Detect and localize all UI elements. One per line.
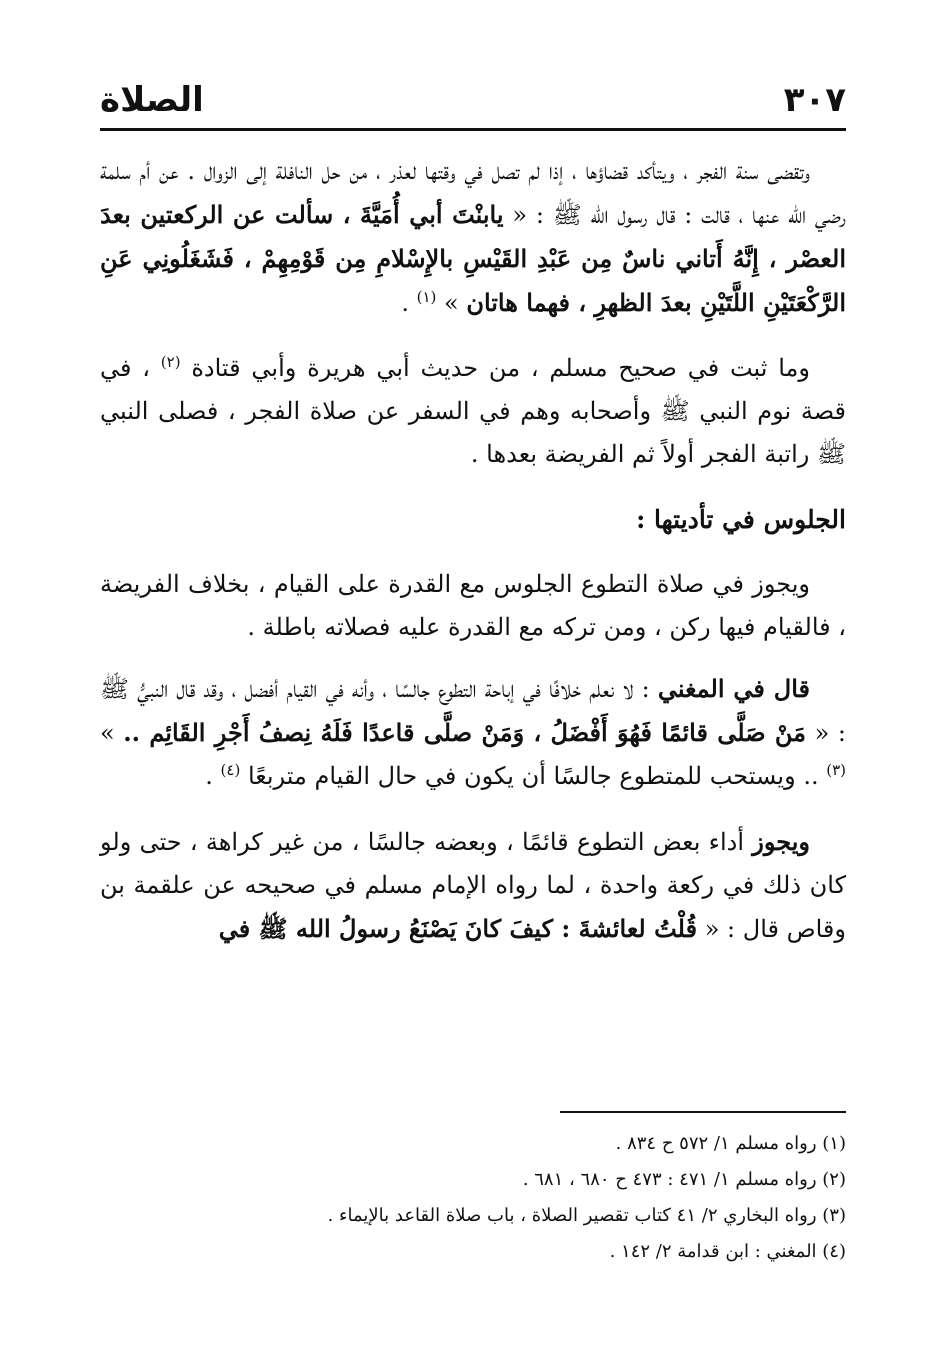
paragraph-text: وما ثبت في صحيح مسلم ، من حديث أبي هريرة وأبي قتادة bbox=[180, 354, 810, 382]
paragraph-mughni bbox=[100, 667, 846, 798]
paragraph-text: .. ويستحب للمتطوع جالسًا أن يكون في حال القيام متربعًا bbox=[240, 762, 827, 790]
footnote-ref: (٣) bbox=[826, 761, 846, 779]
footnote: (١) رواه مسلم ١/ ٥٧٢ ح ٨٣٤ . bbox=[615, 1133, 846, 1154]
section-heading: الجلوس في تأديتها : bbox=[636, 505, 846, 534]
paragraph-end: . bbox=[205, 762, 221, 790]
quote-close: » bbox=[100, 719, 124, 747]
page-header bbox=[100, 78, 846, 122]
paragraph-sitting: ويجوز في صلاة التطوع الجلوس مع القدرة على القيام ، بخلاف الفريضة ، فالقيام فيها ركن ، ومن تركه مع القدرة عليه فصلاته باطلة . bbox=[100, 570, 846, 641]
footnotes bbox=[100, 1126, 846, 1270]
footnote: (٣) رواه البخاري ٢/ ٤١ كتاب تقصير الصلاة ، باب صلاة القاعد بالإيماء . bbox=[327, 1205, 846, 1226]
header-divider bbox=[100, 128, 846, 131]
footnote: (٢) رواه مسلم ١/ ٤٧١ : ٤٧٣ ح ٦٨٠ ، ٦٨١ . bbox=[522, 1169, 846, 1190]
quote-close: » bbox=[436, 289, 467, 317]
paragraph-text: وتقضى سنة الفجر ، ويتأكد قضاؤها ، إذا لم تصل في وقتها لعذر ، من حل النافلة إلى الزوال . عن أم سلمة رضي الله عنها ، قالت : قال رسول الله ﷺ : « bbox=[100, 157, 846, 229]
hadith-text: مَنْ صَلَّى قائمًا فَهُوَ أَفْضَلُ ، وَمَنْ صلَّى قاعدًا فَلَهُ نِصفُ أَجْرِ القَائِم .. bbox=[123, 718, 807, 747]
footnote: (٤) المغني : ابن قدامة ٢/ ١٤٢ . bbox=[609, 1241, 846, 1262]
paragraph-text: : لا نعلم خلافًا في إباحة التطوع جالسًا ، وأنه في القيام أفضل ، وقد قال النبيُّ ﷺ : « bbox=[100, 675, 846, 747]
paragraph-partial-standing bbox=[100, 820, 846, 951]
paragraph-end: . bbox=[401, 289, 417, 317]
paragraph-text: أداء بعض التطوع قائمًا ، وبعضه جالسًا ، من غير كراهة ، حتى ولو كان ذلك في ركعة واحدة ، لما رواه الإمام مسلم في صحيحه عن علقمة بن وقاص قال : « bbox=[100, 828, 846, 943]
page-number: ٣٠٧ bbox=[783, 80, 846, 120]
footnote-divider bbox=[560, 1111, 846, 1113]
paragraph-text: ، في قصة نوم النبي ﷺ وأصحابه وهم في السفر عن صلاة الفجر ، فصلى النبي ﷺ راتبة الفجر أولاً ثم الفريضة بعدها . bbox=[100, 354, 846, 468]
footnote-ref: (٤) bbox=[220, 761, 241, 779]
chapter-title: الصلاة bbox=[100, 80, 204, 120]
paragraph-sunnah-fajr bbox=[100, 150, 846, 325]
page-body bbox=[100, 150, 846, 973]
paragraph-muslim-narration bbox=[100, 347, 846, 476]
footnote-ref: (٢) bbox=[160, 353, 181, 371]
hadith-text: قُلْتُ لعائشةَ : كيفَ كانَ يَصْنَعُ رسولُ الله ﷺ في bbox=[218, 914, 698, 943]
footnote-ref: (١) bbox=[416, 288, 437, 306]
lead-text: قال في المغني bbox=[657, 674, 810, 703]
hadith-text: يابنْتَ أبي أُمَيَّةَ ، سألت عن الركعتين بعدَ العصْر ، إِنَّهُ أَتاني ناسٌ مِن عَبْدِ القَيْسِ بالإِسْلامِ مِن قَوْمِهِمْ ، فَشَغَلُونِي عَنِ الرَّكْعَتَيْنِ اللَّتَيْنِ بعدَ الظهرِ ، فهما هاتان bbox=[100, 200, 846, 317]
lead-text: ويجوز bbox=[752, 827, 810, 856]
